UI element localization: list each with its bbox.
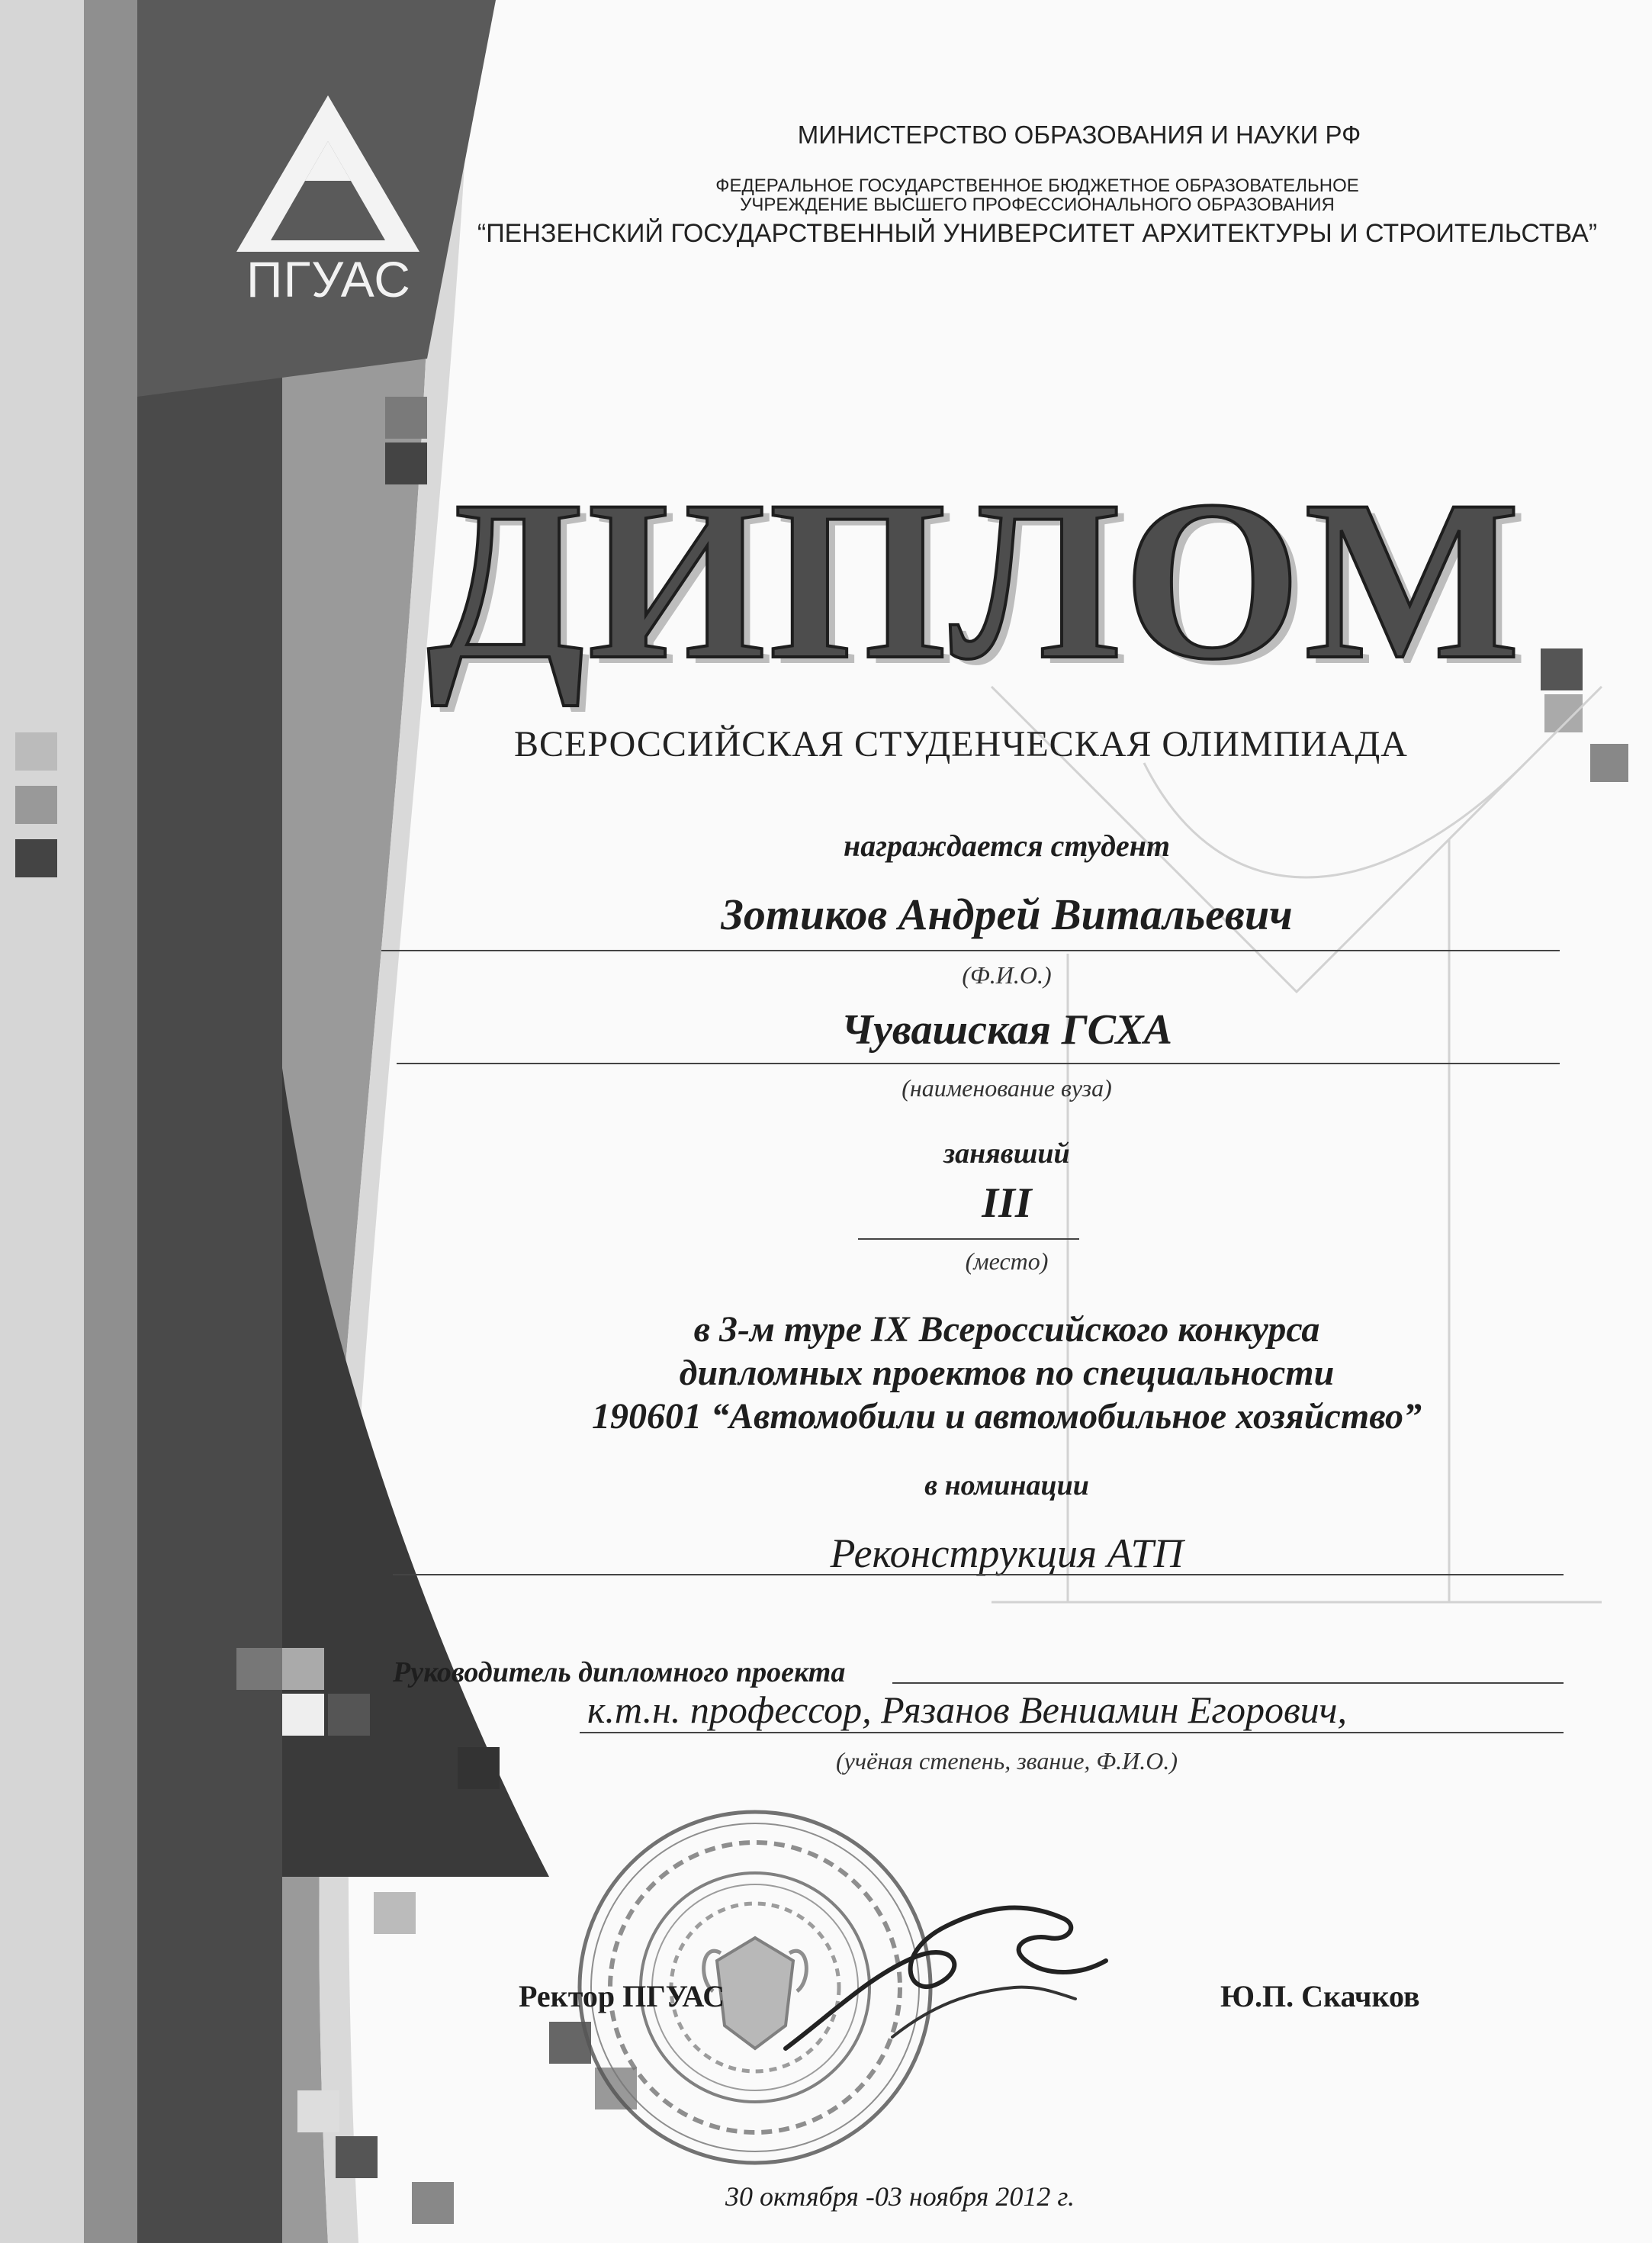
diploma-title: ДИПЛОМ: [427, 453, 1524, 706]
university-underline: [397, 1063, 1560, 1064]
rector-name: Ю.П. Скачков: [1220, 1979, 1420, 2013]
student-university: Чувашская ГСХА: [841, 1006, 1172, 1054]
nomination-underline: [393, 1574, 1564, 1575]
supervisor-underline-top: [892, 1682, 1564, 1684]
awarded-label: награждается студент: [843, 829, 1171, 863]
logo-text: ПГУАС: [246, 251, 411, 307]
rector-label: Ректор ПГУАС: [519, 1979, 725, 2013]
rector-signature-icon: [778, 1884, 1121, 2060]
olympiad-subtitle: ВСЕРОССИЙСКАЯ СТУДЕНЧЕСКАЯ ОЛИМПИАДА: [514, 724, 1408, 764]
institution-type-line1: ФЕДЕРАЛЬНОЕ ГОСУДАРСТВЕННОЕ БЮДЖЕТНОЕ ОБРАЗОВАТЕЛЬНОЕ: [715, 175, 1359, 196]
supervisor-label: Руководитель дипломного проекта: [393, 1656, 846, 1688]
award-date: 30 октября -03 ноября 2012 г.: [725, 2181, 1075, 2212]
institution-type-line2: УЧРЕЖДЕНИЕ ВЫСШЕГО ПРОФЕССИОНАЛЬНОГО ОБРАЗОВАНИЯ: [740, 195, 1335, 215]
contest-line2: дипломных проектов по специальности: [679, 1353, 1335, 1393]
name-caption: (Ф.И.О.): [962, 961, 1052, 989]
ministry-name: МИНИСТЕРСТВО ОБРАЗОВАНИЯ И НАУКИ РФ: [797, 121, 1361, 149]
place-underline: [858, 1238, 1079, 1240]
student-name: Зотиков Андрей Витальевич: [721, 890, 1293, 939]
place-value: III: [982, 1179, 1032, 1227]
supervisor-value: к.т.н. профессор, Рязанов Вениамин Егорович,: [587, 1688, 1347, 1731]
nomination-label: в номинации: [924, 1469, 1089, 1501]
university-caption: (наименование вуза): [902, 1074, 1112, 1102]
contest-line1: в 3-м туре IX Всероссийского конкурса: [693, 1309, 1320, 1350]
university-name: “ПЕНЗЕНСКИЙ ГОСУДАРСТВЕННЫЙ УНИВЕРСИТЕТ АРХИТЕКТУРЫ И СТРОИТЕЛЬСТВА”: [477, 219, 1598, 248]
nomination-value: Реконструкция АТП: [830, 1530, 1184, 1576]
supervisor-underline: [580, 1732, 1564, 1733]
contest-line3: 190601 “Автомобили и автомобильное хозяйство”: [591, 1396, 1422, 1437]
name-underline: [381, 950, 1560, 951]
place-label: занявший: [943, 1138, 1070, 1170]
place-caption: (место): [965, 1247, 1049, 1275]
supervisor-caption: (учёная степень, звание, Ф.И.О.): [835, 1747, 1178, 1775]
